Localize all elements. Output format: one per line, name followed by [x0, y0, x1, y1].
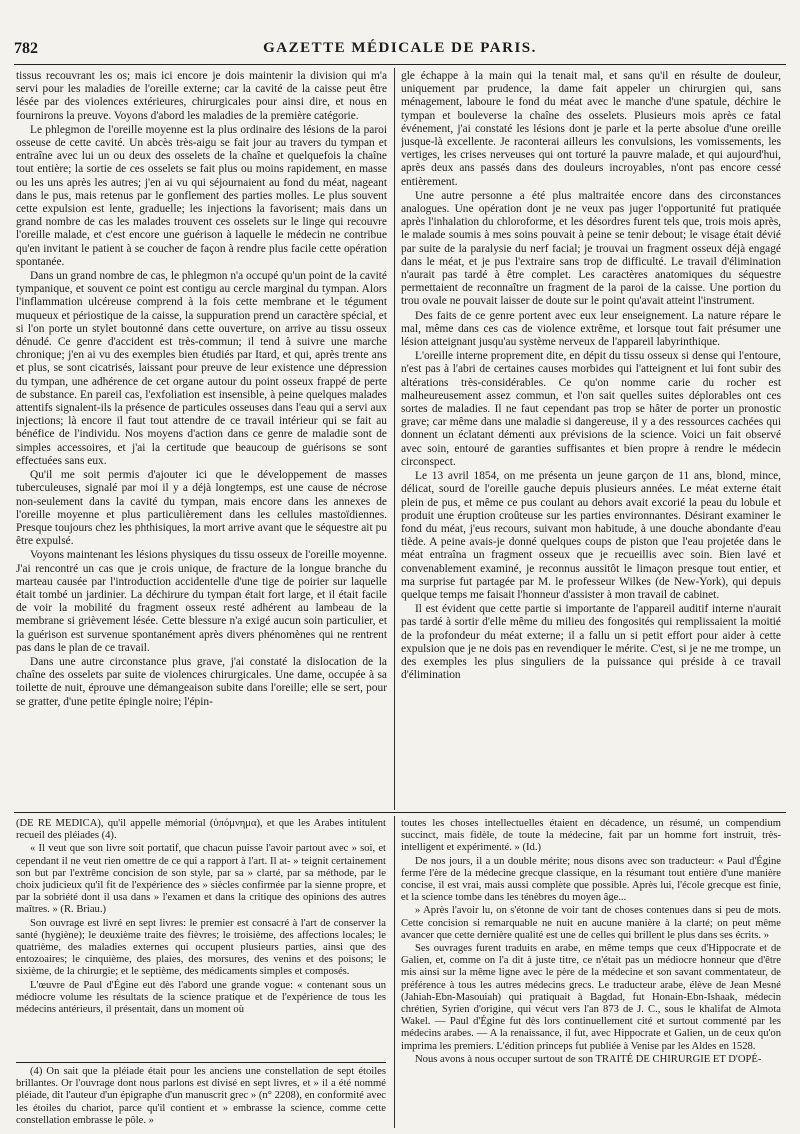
- paragraph: Dans une autre circonstance plus grave, j'ai constaté la dislocation de la chaîne des osselets par suite de violences chirurgicales. Une dame, occupée à sa toilette de nuit, éprouve une démangeaison subite dans l'oreille; elle se sert, pour se gratter, d'une petite épingle noire; l'épin-: [16, 655, 387, 708]
- paragraph: (DE RE MEDICA), qu'il appelle mémorial (ὑπόμνημα), et que les Arabes intitulent recueil des pléiades (4).: [16, 818, 386, 842]
- paragraph: toutes les choses intellectuelles étaient en décadence, un résumé, un compendium succinct, mais fidèle, de toute la médecine, fait par un homme fort instruit, très-intelligent et expérimenté. » (Id.): [401, 818, 781, 854]
- paragraph: Une autre personne a été plus maltraitée encore dans des circonstances analogues. Une opération dont je ne veux pas juger l'opportunité fut pratiquée après l'inhalation du chloroforme, et les désordres furent tels que, trois mois après, le malade soumis à mes soins pouvait à peine se tenir debout; le visage était dévié par suite de la paralysie du nerf facial; je trouvai un fragment osseux déjà engagé dans le méat, et je pus l'extraire sans trop de difficulté. Le travail d'élimination n'aurait pas tardé à être complet. Les caractères anatomiques du séquestre permettaient de reconnaître un fragment de la paroi de la caisse. Une portion du trou ovale ne pouvait laisser de doute sur le point qu'avait atteint l'instrument.: [401, 189, 781, 308]
- section-rule: [14, 812, 786, 813]
- paragraph: L'oreille interne proprement dite, en dépit du tissu osseux si dense qui l'entoure, n'est pas à l'abri de certaines causes morbides qui l'atteignent et lui font subir des altérations très-considérables. Ce qu'on nomme carie du rocher est malheureusement assez commun, et l'on sait quelles suites déplorables ont ces sortes de maladies. Il ne faut cependant pas trop se hâter de porter un pronostic grave; car même dans une maladie si dangereuse, il y a des ressources cachées qui donnent un éclatant démenti aux prévisions de la science. Voici un fait observé avec soin, entouré de garanties suffisantes et bien propre à rendre le médecin circonspect.: [401, 350, 781, 468]
- paragraph: Dans un grand nombre de cas, le phlegmon n'a occupé qu'un point de la cavité tympanique, et souvent ce point est contigu au cercle marginal du tympan. Alors l'inflammation ulcéreuse comprend à la fois cette membrane et le tégument muqueux et périostique de la caisse, la suppuration prend un caractère spécial, et si l'on porte un stylet boutonné dans cette ouverture, on arrive au tissu osseux dénudé. Ce genre d'accident est très-commun; il tend à suivre une marche chronique; j'en ai vu des exemples bien étudiés par Itard, et qui, après trente ans et plus, se sont cicatrisés, laissant pour preuve de leur existence une dépression du tympan, une adhérence de cet organe autour du point osseux frappé de perte de substance. En pareil cas, l'exfoliation est insensible, à peine quelques malades attentifs signalent-ils la présence de particules osseuses dans l'eau qui a servi aux injections; là encore il faut tout attendre de ce travail intérieur qui se fait au bénéfice de l'individu. Nos moyens d'action dans ce genre de maladie sont de simples accessoires, et j'ai la certitude que beaucoup de guérisons se sont effectuées sans eux.: [16, 270, 387, 467]
- paragraph: » Après l'avoir lu, on s'étonne de voir tant de choses contenues dans si peu de mots. Cette concision si remarquable ne nuit en aucune manière à la clarté; on peut même avancer que cette dernière qualité est une de celles qui brillent le plus dans ses écrits. »: [401, 905, 781, 941]
- paragraph: Le 13 avril 1854, on me présenta un jeune garçon de 11 ans, blond, mince, délicat, sourd de l'oreille gauche depuis plusieurs années. Le méat externe était plein de pus, et même ce pus coulant au dehors avait excorié la peau du lobule et produit une éruption croûteuse sur les parties environnantes. Désirant examiner le fond du méat, j'eus recours, suivant mon habitude, à une douche abondante d'eau tiède. A peine avais-je donné quelques coups de piston que l'eau projetée dans le méat entraîna un fragment osseux que je recueillis avec soin. Bien lavé et convenablement examiné, je reconnus aussitôt le limaçon presque tout entier, et ma surprise fut partagée par M. le professeur Wilkes (de New-York), qui depuis quelque temps me faisait l'honneur d'assister à mon travail de cabinet.: [401, 470, 781, 601]
- paragraph: Nous avons à nous occuper surtout de son TRAITÉ DE CHIRURGIE ET D'OPÉ-: [415, 1053, 762, 1065]
- paragraph: Voyons maintenant les lésions physiques du tissu osseux de l'oreille moyenne. J'ai rencontré un cas que je crois unique, de fracture de la longue branche du marteau causée par l'introduction accidentelle d'une tige de poirier sur laquelle était tombé un jardinier. La déchirure du tympan était fort large, et il était facile de voir la mobilité du fragment osseux resté adhérent au lambeau de la membrane si grièvement lésée. Cette blessure n'a exigé aucun soin particulier, et la guérison est survenue spontanément après divers phénomènes qui ne rentrent pas dans le plan de ce travail.: [16, 549, 387, 654]
- page-header: [14, 40, 786, 62]
- paragraph: tissus recouvrant les os; mais ici encore je dois maintenir la division qui m'a servi pour les maladies de l'oreille externe; car la cavité de la caisse peut être lésée par des violences extérieures, chirurgicales pour ainsi dire, et nous en fournirons la preuve. Voyons d'abord les maladies de la première catégorie.: [16, 70, 387, 122]
- footnote: [16, 1066, 386, 1128]
- quotation: « Il veut que son livre soit portatif, que chacun puisse l'avoir partout avec » soi, et cependant il ne veut rien omettre de ce qui a rapport à l'art. Il at- » teignit certainement son but par l'extrême concision de son style, par sa » clarté, par sa méthode, par le choix judicieux qu'il fit de l'expérience des » siècles confirmée par la sienne propre, et par la sobriété dont il usa dans » l'examen et dans la critique des opinions des autres maîtres. » (R. Briau.): [16, 843, 386, 916]
- page-number: 782: [14, 40, 38, 57]
- upper-right-column: [401, 70, 781, 808]
- lower-right-column: [401, 818, 781, 1128]
- paragraph: gle échappe à la main qui la tenait mal, et sans qu'il en résulte de douleur, uniquement par prudence, la dame fait appeler un chirurgien qui, sans ménagement, laboure le fond du méat avec le manche d'une spatule, déchire le tympan et bouleverse la chaîne des osselets. Plusieurs mois après ce fatal événement, j'ai constaté les lésions dont je parle et la perte absolue d'une oreille jusque-là excellente. Je raconterai ailleurs les convulsions, les vomissements, les vertiges, les crises nerveuses qui ont torturé la pauvre malade, et qui aujourd'hui, après deux ans passés dans des douleurs incroyables, n'ont pas encore cessé entièrement.: [401, 70, 781, 188]
- paragraph: Qu'il me soit permis d'ajouter ici que le développement de masses tuberculeuses, signalé par moi il y a déjà longtemps, est une cause de nécrose non-seulement dans la cavité du tympan, mais encore dans les annexes de l'oreille moyenne et plus particulièrement dans les cellules mastoïdiennes. Presque toujours chez les phthisiques, la mort arrive avant que le séquestre ait pu être expulsé.: [16, 469, 387, 548]
- paragraph: Ses ouvrages furent traduits en arabe, en même temps que ceux d'Hippocrate et de Galien, et, comme on l'a dit à juste titre, ce n'était pas un médiocre honneur que d'être mis ainsi sur la même ligne avec le père de la médecine et son savant commentateur, de préférence à tous les autres médecins grecs. Le traducteur arabe, élève de Jean Mesné (Jahiah-Ebn-Masouiah) qui pratiquait à Bagdad, fut Honain-Ebn-Ishaak, médecin chrétien, Syrien d'origine, qui vécut vers l'an 873 de J. C., sous le khalifat de Almota Wakel. — Paul d'Égine fut dès lors continuellement cité et surtout commenté par les médecins arabes. — A la renaissance, il fut, avec Hippocrate et Galien, un de ceux qu'on imprima les premiers. L'édition princeps fut publiée à Venise par les Aldes en 1528.: [401, 943, 781, 1052]
- header-rule: [14, 64, 786, 65]
- upper-left-column: [16, 70, 387, 808]
- footnote-rule: [16, 1062, 386, 1063]
- column-divider: [394, 68, 395, 810]
- paragraph: L'œuvre de Paul d'Égine eut dès l'abord une grande vogue: « contenant sous un médiocre volume les résultats de la science pratique et de l'expérience de tous les médecins antérieurs, il présentait, dans un moment où: [16, 979, 386, 1016]
- column-divider: [394, 816, 395, 1128]
- paragraph: Il est évident que cette partie si importante de l'appareil auditif interne n'aurait pas tardé à sortir d'elle même du milieu des fongosités qui remplissaient la moitié de la profondeur du méat externe; il a fallu un si petit effort pour aider à cette expulsion que je ne dois pas en revendiquer le mérite. C'est, si je ne me trompe, un des exemples les plus singuliers de la puissance qui préside à ce travail d'élimination: [401, 603, 781, 682]
- paragraph: Son ouvrage est livré en sept livres: le premier est consacré à l'art de conserver la santé (hygiène); le deuxième traite des fièvres; le troisième, des affections locales; le quatrième, des maladies externes qui occupent plusieurs parties, ainsi que des entozoaires; le cinquième, des plaies, des morsures, des venins et des poisons; le sixième, de la chirurgie; et le septième, des médicaments simples et composés.: [16, 917, 386, 978]
- running-title: GAZETTE MÉDICALE DE PARIS.: [263, 40, 537, 56]
- paragraph: Le phlegmon de l'oreille moyenne est la plus ordinaire des lésions de la paroi osseuse de cette cavité. Un abcès très-aigu se fait jour au travers du tympan et entraîne avec lui un ou deux des osselets de la chaîne et quelquefois la chaîne tout entière; la sortie de ces osselets se fait plus ou moins rapidement, en masse ou les uns après les autres; j'en ai vu qui séjournaient au fond du méat, nageant dans le pus, mais retenus par le gonflement des parties molles. Le plus souvent cette expulsion est lente, graduelle; les injections la favorisent; mais dans un grand nombre de cas les malades trouvent ces osselets sur le linge qui recouvre l'oreille malade, et c'est encore une guérison à laquelle le médecin ne contribue qu'en invitant le patient à se coucher de façon à rendre plus facile cette opération spontanée.: [16, 123, 387, 268]
- footnote-text: (4) On sait que la pléiade était pour les anciens une constellation de sept étoiles brillantes. Or l'ouvrage dont nous parlons est divisé en sept livres, et » il a été nommé pléiade, dit l'auteur d'un épigraphe d'un manuscrit grec » (n° 2208), en conformité avec les étoiles du chariot, parce qu'il contient et » embrasse la science, comme cette constellation embrasse le pôle. »: [16, 1066, 386, 1126]
- lower-left-column: [16, 818, 386, 1056]
- paragraph: De nos jours, il a un double mérite; nous disons avec son traducteur: « Paul d'Égine ferme l'ère de la médecine grecque classique, en la résumant tout entière d'une manière concise, il est vrai, mais aussi complète que possible. Après lui, l'école grecque est finie, et la science tombe dans les ténèbres du moyen âge...: [401, 855, 781, 904]
- paragraph: Des faits de ce genre portent avec eux leur enseignement. La nature répare le mal, même dans ces cas de violence extrême, et lorsque tout fait présumer une lésion atteignant jusqu'au système nerveux de l'appareil labyrinthique.: [401, 309, 781, 349]
